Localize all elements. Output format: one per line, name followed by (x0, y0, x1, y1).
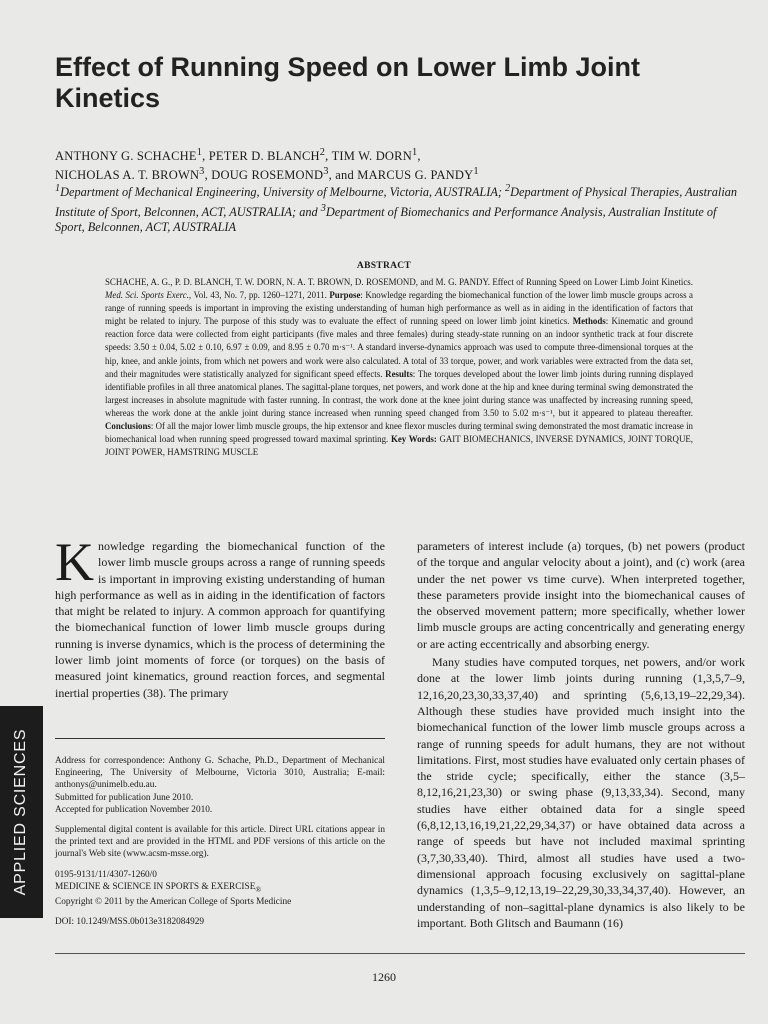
journal-name-line (55, 881, 385, 896)
author-name: PETER D. BLANCH (208, 149, 320, 164)
section-sidebar-tab (0, 706, 43, 918)
body-paragraph: Many studies have computed torques, net powers, and/or work done at the lower limb joints during running (1,3,5,7–9, 12,16,20,23,30,33,37,40) and sprinting (5,6,13,19–22,29,34). Although these studies have provided much insight into the biomechanical function of the lower limb muscle groups across a range of running speeds for adult humans, they are not without limitations. First, most studies have evaluated only certain phases of the stride cycle; specifically, either the stance (3,5–8,12,16,21,23,30) or swing phase (9,13,33,34). Second, many studies have either obtained data for a single speed (6,8,12,13,16,19,21,22,29,34,37) or have obtained data across a range of speeds but have not included maximal sprinting (3,7,30,33,40). Third, almost all studies have used a two-dimensional approach focusing exclusively on sagittal-plane dynamics (1,3,5–9,12,13,19–22,29,30,33,34,37,40). However, an understanding of non–sagittal-plane dynamics is also likely to be important. Both Glitsch and Baumann (16) (417, 655, 745, 930)
conclusions-label: Conclusions (105, 421, 151, 432)
abstract-heading: ABSTRACT (356, 261, 412, 271)
page-number: 1260 (372, 970, 396, 984)
drop-cap: K (55, 532, 94, 592)
page-bottom-divider (55, 953, 745, 954)
footnote-block-publication (55, 869, 385, 908)
submitted-note: Submitted for publication June 2010. (55, 792, 194, 803)
author-separator: , (202, 149, 209, 164)
author-separator: , (325, 149, 332, 164)
methods-text: : Kinematic and ground reaction force data were collected from eight participants (five males and three females) during steady-state running on an indoor synthetic track at four discrete speeds: 3.50 ± 0.04, 5.02 ± 0.10, 6.97 ± 0.09, and 8.95 ± 0.70 m·s⁻¹. A standard inverse-dynamics approach was used to compute three-dimensional torques at the hip, knee, and ankle joints, from which net powers and work were also calculated. A total of 33 torque, power, and work variables were extracted from the data set, and their magnitudes were statistically analyzed for significant speed effects. (105, 316, 693, 379)
purpose-label: Purpose (329, 290, 361, 301)
author-affil-marker: 3 (323, 166, 329, 178)
results-label: Results (385, 368, 413, 379)
methods-label: Methods (572, 316, 606, 327)
author-affil-marker: 1 (473, 166, 479, 178)
author-list (55, 145, 745, 183)
results-text: : The torques developed about the lower limb joints during running displayed identifiable profiles in all three anatomical planes. The sagittal-plane torques, net powers, and work done at the hip and knee during terminal swing demonstrated the largest increases in absolute magnitude with faster running. In contrast, the work done at the knee joint during stance was unaffected by increasing running speed, whereas the work done at the ankle joint during stance increased when running speed changed from 3.50 to 5.02 m·s⁻¹, but it appeared to plateau thereafter. (105, 368, 694, 418)
accepted-note: Accepted for publication November 2010. (55, 804, 213, 815)
abstract-volume: , Vol. 43, No. 7, pp. 1260–1271, 2011. (188, 290, 327, 301)
author-separator: , and (328, 168, 358, 183)
purpose-text: : Knowledge regarding the biomechanical function of the lower limb muscle groups across a range of running speeds is important in improving the existing understanding of human high performance as well as in aiding in the identification of factors that might be related to injury. The purpose of this study was to evaluate the effect of running speed on lower limb joint kinetics. (105, 290, 693, 327)
author-name: NICHOLAS A. T. BROWN (55, 168, 200, 183)
keywords-text: GAIT BIOMECHANICS, INVERSE DYNAMICS, JOINT TORQUE, JOINT POWER, HAMSTRING MUSCLE (105, 434, 693, 458)
author-name: MARCUS G. PANDY (357, 168, 474, 183)
affiliation-marker: 1 (55, 183, 61, 194)
affiliation-text: Department of Physical Therapies, Australian Institute of Sport, Belconnen, ACT, AUSTRALIA; and (55, 185, 738, 219)
copyright-note: Copyright © 2011 by the American College of Sports Medicine (55, 896, 292, 907)
body-right-column (417, 538, 745, 933)
correspondence-note: Address for correspondence: Anthony G. Schache, Ph.D., Department of Mechanical Engineering, The University of Melbourne, Victoria 3010, Australia; E-mail: anthonys@unimelb.edu.au. (55, 756, 385, 791)
section-label: APPLIED SCIENCES (12, 728, 29, 896)
article-title: Effect of Running Speed on Lower Limb Joint Kinetics (55, 52, 640, 113)
affiliation-marker: 2 (505, 183, 511, 194)
journal-name: MEDICINE & SCIENCE IN SPORTS & EXERCISE (55, 881, 256, 892)
footnotes (55, 755, 385, 936)
author-name: TIM W. DORN (331, 149, 412, 164)
registered-mark: ® (255, 884, 262, 894)
footnote-block-correspondence (55, 755, 385, 816)
author-separator: , (417, 149, 421, 164)
abstract-citation: SCHACHE, A. G., P. D. BLANCH, T. W. DORN, N. A. T. BROWN, D. ROSEMOND, and M. G. PANDY. Effect of Running Speed on Lower Limb Joint Kinetics. (105, 277, 693, 287)
author-affil-marker: 3 (199, 166, 205, 178)
affiliations (55, 181, 745, 236)
journal-abbrev: Med. Sci. Sports Exerc. (105, 290, 189, 301)
author-affil-marker: 1 (196, 147, 203, 158)
author-affil-marker: 2 (319, 147, 326, 158)
issn-note: 0195-9131/11/4307-1260/0 (55, 869, 157, 880)
author-name: DOUG ROSEMOND (211, 168, 324, 183)
footnote-divider (55, 738, 385, 739)
conclusions-text: : Of all the major lower limb muscle groups, the hip extensor and knee flexor muscles during terminal swing demonstrated the most dramatic increase in biomechanical load when running speed progressed toward maximal sprinting. (105, 421, 693, 445)
affiliation-marker: 3 (320, 202, 326, 214)
author-name: ANTHONY G. SCHACHE (55, 149, 197, 164)
body-left-column (55, 532, 385, 701)
keywords-label: Key Words: (390, 434, 437, 445)
author-affil-marker: 1 (411, 147, 418, 158)
doi-note: DOI: 10.1249/MSS.0b013e3182084929 (55, 917, 205, 928)
supplemental-note: Supplemental digital content is available for this article. Direct URL citations appear in the printed text and are provided in the HTML and PDF versions of this article on the journal's Web site (www.acsm-msse.org). (55, 825, 385, 860)
abstract-body (105, 276, 693, 459)
body-paragraph: parameters of interest include (a) torques, (b) net powers (product of the torque and angular velocity about a joint), and (c) work (area under the net power vs time curve). When interpreted together, these parameters provide insight into the biomechanical causes of the observed movement pattern; more specifically, whether lower limb muscle groups are acting concentrically and generating energy or are acting eccentrically and absorbing energy. (417, 539, 745, 651)
affiliation-text: Department of Biomechanics and Performance Analysis, Australian Institute of Sport, Belconnen, ACT, AUSTRALIA (55, 204, 717, 235)
affiliation-text: Department of Mechanical Engineering, University of Melbourne, Victoria, AUSTRALIA; (60, 185, 506, 200)
intro-paragraph: nowledge regarding the biomechanical function of the lower limb muscle groups across a range of running speeds is important in improving existing understanding of human high performance as well as in aiding in the identification of factors that might be related to injury. A common approach for quantifying the biomechanical function of lower limb muscle groups during running is inverse dynamics, which is the process of determining the lower limb joint moments of force (or torques) on the basis of measured joint kinematics, ground reaction forces, and segmental inertial properties (38). The primary (55, 539, 385, 700)
author-separator: , (204, 168, 212, 183)
